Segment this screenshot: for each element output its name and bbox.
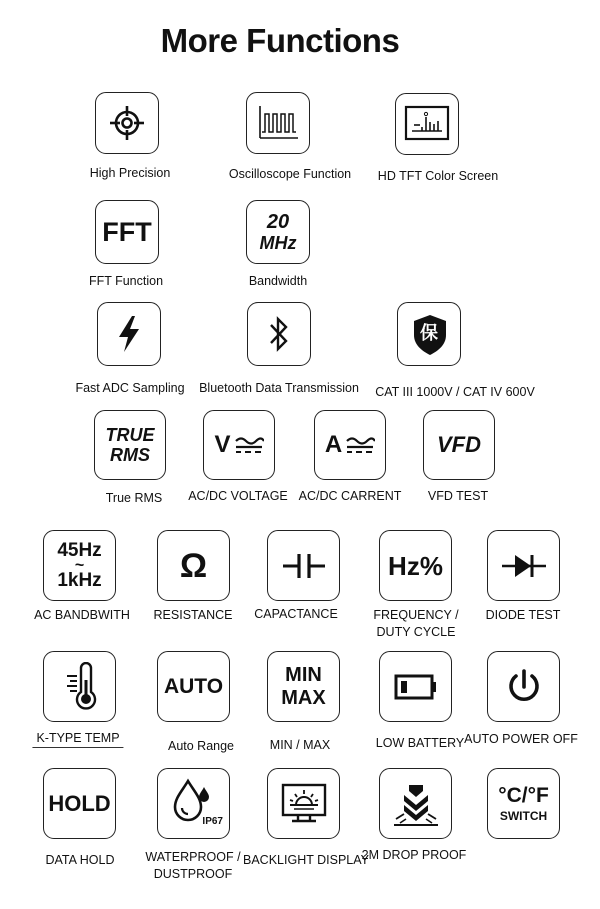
drop-proof-icon (392, 781, 440, 827)
tft-screen-label: HD TFT Color Screen (377, 169, 499, 183)
diode-icon (500, 552, 548, 580)
frequency-label-1: FREQUENCY / (373, 608, 459, 622)
bluetooth-tile (247, 302, 311, 366)
bandwidth-tile (246, 200, 310, 264)
hold-icon: HOLD (48, 790, 111, 816)
lightning-icon (114, 314, 144, 354)
auto-range-icon: AUTO (163, 675, 224, 698)
waterproof-label-2: DUSTPROOF (153, 867, 233, 881)
page-title: More Functions (160, 22, 400, 59)
ac-bandwidth-low: 45Hz (57, 540, 102, 561)
tft-screen-tile (395, 93, 459, 155)
data-hold-label: DATA HOLD (45, 853, 115, 867)
ac-bandwidth-tile (43, 530, 116, 601)
drop-proof-label: 2M DROP PROOF (361, 848, 467, 862)
backlight-icon (280, 781, 328, 827)
true-rms-label: True RMS (105, 491, 163, 505)
temp-switch-tile (487, 768, 560, 839)
fft-tile (95, 200, 159, 264)
display-screen-icon (404, 105, 450, 143)
fast-adc-label: Fast ADC Sampling (75, 381, 185, 395)
oscilloscope-label: Oscilloscope Function (228, 167, 352, 181)
vfd-label: VFD TEST (427, 489, 489, 503)
ac-dc-current-label: AC/DC CARRENT (298, 489, 402, 503)
true-rms-text-2: RMS (110, 445, 150, 465)
min-text: MIN (285, 664, 322, 686)
high-precision-label: High Precision (89, 166, 171, 180)
vfd-icon: VFD (437, 432, 481, 457)
oscilloscope-tile (246, 92, 310, 154)
capacitor-icon (281, 551, 327, 581)
cat-rating-label: CAT III 1000V / CAT IV 600V (375, 385, 535, 399)
ohm-icon: Ω (179, 546, 208, 585)
ip67-text: IP67 (202, 816, 223, 827)
auto-power-off-tile (487, 651, 560, 722)
backlight-tile (267, 768, 340, 839)
low-battery-label: LOW BATTERY (375, 736, 465, 750)
capacitance-tile (267, 530, 340, 601)
bandwidth-value: 20 (266, 211, 290, 233)
ac-dc-current-icon (345, 435, 375, 455)
bluetooth-label: Bluetooth Data Transmission (199, 381, 359, 395)
battery-icon (394, 674, 438, 700)
ac-bandwidth-high: 1kHz (57, 570, 102, 591)
low-battery-tile (379, 651, 452, 722)
switch-text: SWITCH (499, 809, 548, 823)
frequency-icon: Hz% (388, 550, 443, 581)
auto-range-label: Auto Range (167, 739, 235, 753)
bandwidth-label: Bandwidth (248, 274, 308, 288)
voltage-symbol: V (214, 431, 231, 458)
high-precision-tile (95, 92, 159, 154)
ktype-label: K-TYPE TEMP (32, 730, 123, 748)
cat-rating-glyph: 保 (420, 323, 438, 344)
min-max-label: MIN / MAX (269, 738, 331, 752)
temp-unit-icon: °C/°F (498, 784, 549, 807)
current-symbol: A (324, 431, 343, 458)
thermometer-icon (59, 662, 101, 712)
bandwidth-unit: MHz (259, 233, 297, 253)
resistance-tile (157, 530, 230, 601)
ac-dc-voltage-label: AC/DC VOLTAGE (188, 489, 288, 503)
ac-bandwidth-label: AC BANDBWITH (34, 608, 130, 622)
frequency-tile (379, 530, 452, 601)
capacitance-label: CAPACTANCE (254, 607, 338, 621)
diode-tile (487, 530, 560, 601)
ac-bandwidth-tilde: ~ (74, 557, 85, 574)
fft-icon: FFT (102, 216, 152, 247)
ac-dc-current-tile (314, 410, 386, 480)
fast-adc-tile (97, 302, 161, 366)
ktype-tile (43, 651, 116, 722)
true-rms-tile (94, 410, 166, 480)
backlight-label: BACKLIGHT DISPLAY (243, 853, 369, 867)
cat-rating-tile (397, 302, 461, 366)
crosshair-icon (107, 103, 147, 143)
bluetooth-icon (266, 314, 292, 354)
true-rms-text-1: TRUE (105, 425, 155, 445)
power-icon (504, 667, 544, 707)
ac-dc-voltage-tile (203, 410, 275, 480)
resistance-label: RESISTANCE (153, 608, 233, 622)
auto-power-off-label: AUTO POWER OFF (464, 732, 578, 746)
ac-dc-icon (234, 435, 264, 455)
frequency-label-2: DUTY CYCLE (376, 625, 456, 639)
min-max-tile (267, 651, 340, 722)
waterproof-label-1: WATERPROOF / (145, 850, 241, 864)
max-text: MAX (281, 687, 326, 709)
waveform-icon (256, 104, 300, 142)
auto-range-tile (157, 651, 230, 722)
waterproof-tile (157, 768, 230, 839)
drop-proof-tile (379, 768, 452, 839)
fft-label: FFT Function (88, 274, 164, 288)
data-hold-tile (43, 768, 116, 839)
vfd-tile (423, 410, 495, 480)
diode-label: DIODE TEST (485, 608, 561, 622)
